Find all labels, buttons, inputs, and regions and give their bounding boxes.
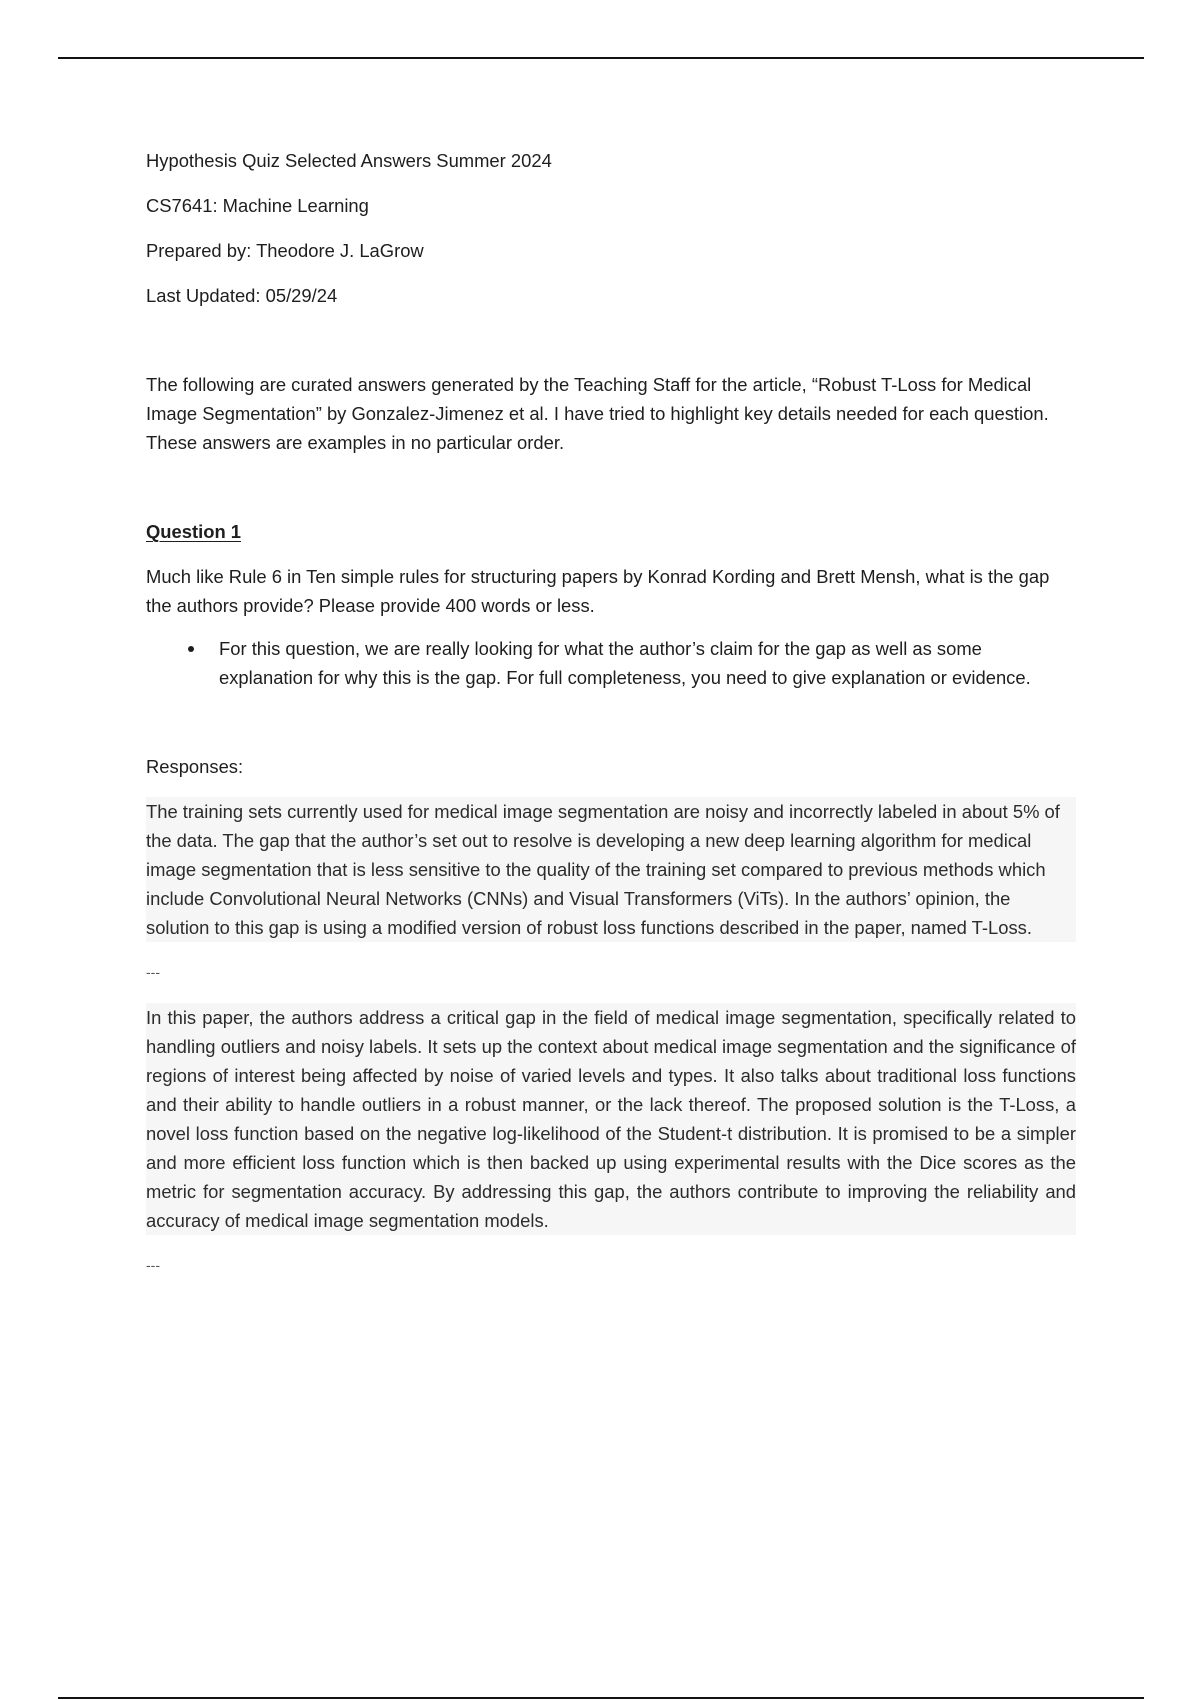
separator-2: --- [146,1257,160,1273]
document-body [146,146,1076,1296]
intro-paragraph: The following are curated answers generated by the Teaching Staff for the article, “Robust T-Loss for Medical Image Segmentation” by Gonzalez-Jimenez et al. I have tried to highlight key details needed for each question. These answers are examples in no particular order. [146,374,1049,453]
bottom-rule [58,1697,1144,1699]
separator-1: --- [146,964,160,980]
guidance-list [146,634,1076,692]
response-1: The training sets currently used for medical image segmentation are noisy and incorrectly labeled in about 5% of the data. The gap that the author’s set out to resolve is developing a new deep learning algorithm for medical image segmentation that is less sensitive to the quality of the training set compared to previous methods which include Convolutional Neural Networks (CNNs) and Visual Transformers (ViTs). In the authors’ opinion, the solution to this gap is using a modified version of robust loss functions described in the paper, named T-Loss. [146,797,1076,942]
question-heading: Question 1 [146,521,242,542]
top-rule [58,57,1144,59]
last-updated: Last Updated: 05/29/24 [146,285,338,306]
responses-label: Responses: [146,756,244,777]
guidance-item [146,634,1076,692]
question-prompt: Much like Rule 6 in Ten simple rules for structuring papers by Konrad Kording and Brett Mensh, what is the gap the authors provide? Please provide 400 words or less. [146,566,1050,616]
course-name: CS7641: Machine Learning [146,195,369,216]
bullet-icon [188,646,194,652]
prepared-by: Prepared by: Theodore J. LaGrow [146,240,424,261]
document-title: Hypothesis Quiz Selected Answers Summer 2024 [146,150,552,171]
response-2: In this paper, the authors address a critical gap in the field of medical image segmentation, specifically related to handling outliers and noisy labels. It sets up the context about medical image segmentation and the significance of regions of interest being affected by noise of varied levels and types. It also talks about traditional loss functions and their ability to handle outliers in a robust manner, or the lack thereof. The proposed solution is the T-Loss, a novel loss function based on the negative log-likelihood of the Student-t distribution. It is promised to be a simpler and more efficient loss function which is then backed up using experimental results with the Dice scores as the metric for segmentation accuracy. By addressing this gap, the authors contribute to improving the reliability and accuracy of medical image segmentation models. [146,1003,1076,1235]
guidance-text: For this question, we are really looking for what the author’s claim for the gap as well as some explanation for why this is the gap. For full completeness, you need to give explanation or evidence. [219,638,1031,688]
